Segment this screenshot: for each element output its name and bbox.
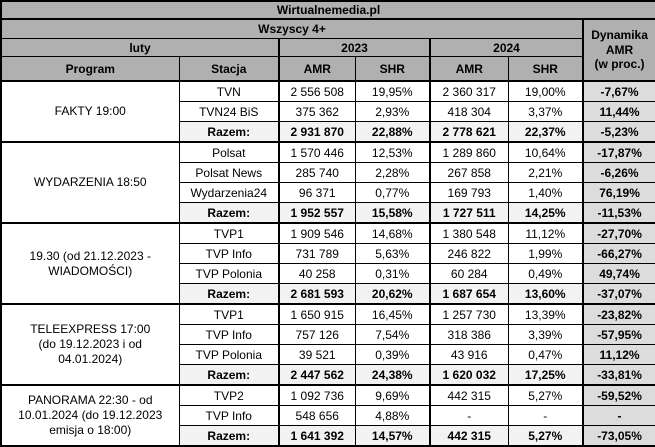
station-cell: Polsat News — [179, 163, 279, 183]
dynamics-cell: -27,70% — [583, 223, 655, 244]
shr-2023-cell: 22,88% — [355, 122, 430, 143]
amr-2024-cell: 1 289 860 — [430, 142, 508, 163]
amr-2023-cell: 285 740 — [279, 163, 355, 183]
shr-2024-cell: 22,37% — [508, 122, 583, 143]
program-label: WYDARZENIA 18:50 — [33, 175, 147, 189]
dynamics-cell: -66,27% — [583, 244, 655, 264]
amr-2024-cell: 418 304 — [430, 102, 508, 122]
amr-2024-column-header: AMR — [430, 57, 508, 82]
program-cell — [1, 81, 179, 142]
program-cell — [1, 142, 179, 223]
amr-2023-cell: 548 656 — [279, 406, 355, 426]
station-cell: Wydarzenia24 — [179, 183, 279, 203]
shr-2024-cell: 3,37% — [508, 102, 583, 122]
shr-2024-cell: 5,27% — [508, 426, 583, 447]
amr-2023-cell: 2 681 593 — [279, 284, 355, 305]
station-cell: TVP2 — [179, 385, 279, 406]
amr-2023-cell: 40 258 — [279, 264, 355, 284]
station-cell: Razem: — [179, 426, 279, 447]
program-label: 10.01.2024 (do 19.12.2023 — [18, 408, 163, 422]
station-cell: TVP1 — [179, 304, 279, 325]
shr-2023-cell: 9,69% — [355, 385, 430, 406]
amr-2024-cell: 267 858 — [430, 163, 508, 183]
dynamics-cell: -7,67% — [583, 81, 655, 102]
amr-2024-cell: 1 257 730 — [430, 304, 508, 325]
shr-2024-cell: - — [508, 406, 583, 426]
shr-2024-cell: 11,12% — [508, 223, 583, 244]
table-header — [1, 1, 655, 81]
station-cell: TVP Info — [179, 406, 279, 426]
program-label: PANORAMA 22:30 - od — [28, 393, 153, 407]
shr-2024-cell: 1,40% — [508, 183, 583, 203]
amr-2023-cell: 96 371 — [279, 183, 355, 203]
shr-2023-column-header: SHR — [355, 57, 430, 82]
program-label: WIADOMOŚCI) — [48, 263, 133, 278]
station-cell: Razem: — [179, 122, 279, 143]
amr-2023-cell: 2 931 870 — [279, 122, 355, 143]
program-label: (do 19.12.2023 i od — [38, 337, 142, 351]
program-label: emisja o 18:00) — [49, 423, 132, 437]
shr-2024-cell: 19,00% — [508, 81, 583, 102]
shr-2023-cell: 16,45% — [355, 304, 430, 325]
dynamics-cell: -73,05% — [583, 426, 655, 447]
dynamics-column-header — [583, 19, 655, 81]
amr-2024-cell: 60 284 — [430, 264, 508, 284]
dynamics-cell: - — [583, 406, 655, 426]
shr-2023-cell: 7,54% — [355, 325, 430, 345]
shr-2024-cell: 3,39% — [508, 325, 583, 345]
station-cell: TVP Info — [179, 325, 279, 345]
program-cell — [1, 385, 179, 446]
amr-2023-cell: 1 092 736 — [279, 385, 355, 406]
table-row — [1, 81, 655, 102]
dynamics-cell: 49,74% — [583, 264, 655, 284]
period-row — [1, 39, 655, 57]
amr-2024-cell: 1 687 654 — [430, 284, 508, 305]
shr-2023-cell: 0,39% — [355, 345, 430, 365]
shr-2024-cell: 13,39% — [508, 304, 583, 325]
program-label: TELEEXPRESS 17:00 — [30, 322, 151, 336]
amr-2024-cell: 442 315 — [430, 426, 508, 447]
shr-2024-column-header: SHR — [508, 57, 583, 82]
amr-2023-cell: 1 952 557 — [279, 203, 355, 224]
shr-2023-cell: 12,53% — [355, 142, 430, 163]
amr-2023-cell: 39 521 — [279, 345, 355, 365]
station-cell: Razem: — [179, 203, 279, 224]
program-label: FAKTY 19:00 — [54, 104, 126, 118]
dynamics-cell: -17,87% — [583, 142, 655, 163]
dynamics-cell: -37,07% — [583, 284, 655, 305]
shr-2023-cell: 14,57% — [355, 426, 430, 447]
table-row — [1, 304, 655, 325]
amr-2023-cell: 1 909 546 — [279, 223, 355, 244]
dynamics-cell: 11,12% — [583, 345, 655, 365]
audience-header: Wszyscy 4+ — [1, 19, 583, 39]
title-row — [1, 1, 655, 19]
shr-2024-cell: 1,99% — [508, 244, 583, 264]
table-row — [1, 385, 655, 406]
shr-2023-cell: 2,93% — [355, 102, 430, 122]
shr-2023-cell: 0,77% — [355, 183, 430, 203]
table-row — [1, 223, 655, 244]
amr-2024-cell: 2 778 621 — [430, 122, 508, 143]
program-column-header: Program — [1, 57, 179, 82]
station-cell: TVN24 BiS — [179, 102, 279, 122]
amr-2024-cell: 1 727 511 — [430, 203, 508, 224]
station-cell: Razem: — [179, 284, 279, 305]
amr-2023-column-header: AMR — [279, 57, 355, 82]
shr-2023-cell: 15,58% — [355, 203, 430, 224]
dynamics-cell: 76,19% — [583, 183, 655, 203]
amr-2024-cell: 1 380 548 — [430, 223, 508, 244]
dynamics-header-line: (w proc.) — [594, 57, 645, 72]
station-cell: TVP Polonia — [179, 264, 279, 284]
station-cell: Polsat — [179, 142, 279, 163]
program-label: 19.30 (od 21.12.2023 - — [29, 248, 151, 263]
table-row — [1, 142, 655, 163]
amr-2024-cell: - — [430, 406, 508, 426]
year-2023-header: 2023 — [279, 39, 430, 57]
shr-2024-cell: 2,21% — [508, 163, 583, 183]
dynamics-cell: -57,95% — [583, 325, 655, 345]
shr-2023-cell: 20,62% — [355, 284, 430, 305]
shr-2023-cell: 2,28% — [355, 163, 430, 183]
amr-2024-cell: 169 793 — [430, 183, 508, 203]
amr-2024-cell: 246 822 — [430, 244, 508, 264]
shr-2023-cell: 0,31% — [355, 264, 430, 284]
program-label: 04.01.2024) — [58, 352, 123, 366]
shr-2024-cell: 13,60% — [508, 284, 583, 305]
dynamics-header-line: AMR — [605, 42, 634, 57]
dynamics-cell: -11,53% — [583, 203, 655, 224]
shr-2024-cell: 17,25% — [508, 365, 583, 386]
shr-2024-cell: 14,25% — [508, 203, 583, 224]
station-cell: TVP Polonia — [179, 345, 279, 365]
shr-2023-cell: 4,88% — [355, 406, 430, 426]
amr-2023-cell: 757 126 — [279, 325, 355, 345]
station-cell: TVN — [179, 81, 279, 102]
amr-2024-cell: 2 360 317 — [430, 81, 508, 102]
shr-2023-cell: 14,68% — [355, 223, 430, 244]
shr-2023-cell: 24,38% — [355, 365, 430, 386]
amr-2024-cell: 43 916 — [430, 345, 508, 365]
amr-2023-cell: 2 556 508 — [279, 81, 355, 102]
station-cell: TVP1 — [179, 223, 279, 244]
shr-2023-cell: 19,95% — [355, 81, 430, 102]
amr-2023-cell: 2 447 562 — [279, 365, 355, 386]
dynamics-cell: 11,44% — [583, 102, 655, 122]
amr-2023-cell: 731 789 — [279, 244, 355, 264]
program-cell — [1, 304, 179, 385]
year-2024-header: 2024 — [430, 39, 583, 57]
station-cell: Razem: — [179, 365, 279, 386]
shr-2024-cell: 0,49% — [508, 264, 583, 284]
dynamics-cell: -5,23% — [583, 122, 655, 143]
table-body — [1, 81, 655, 446]
amr-2023-cell: 1 650 915 — [279, 304, 355, 325]
page-title: Wirtualnemedia.pl — [1, 1, 655, 19]
shr-2024-cell: 10,64% — [508, 142, 583, 163]
station-cell: TVP Info — [179, 244, 279, 264]
amr-2024-cell: 318 386 — [430, 325, 508, 345]
shr-2023-cell: 5,63% — [355, 244, 430, 264]
shr-2024-cell: 0,47% — [508, 345, 583, 365]
amr-2023-cell: 375 362 — [279, 102, 355, 122]
station-column-header: Stacja — [179, 57, 279, 82]
dynamics-cell: -33,81% — [583, 365, 655, 386]
dynamics-cell: -23,82% — [583, 304, 655, 325]
program-cell — [1, 223, 179, 304]
shr-2024-cell: 5,27% — [508, 385, 583, 406]
dynamics-cell: -59,52% — [583, 385, 655, 406]
amr-2024-cell: 442 315 — [430, 385, 508, 406]
dynamics-header-line: Dynamika — [591, 28, 648, 43]
month-header: luty — [1, 39, 279, 57]
amr-2023-cell: 1 570 446 — [279, 142, 355, 163]
amr-2024-cell: 1 620 032 — [430, 365, 508, 386]
audience-row — [1, 19, 655, 39]
amr-2023-cell: 1 641 392 — [279, 426, 355, 447]
dynamics-cell: -6,26% — [583, 163, 655, 183]
column-labels-row — [1, 57, 655, 82]
